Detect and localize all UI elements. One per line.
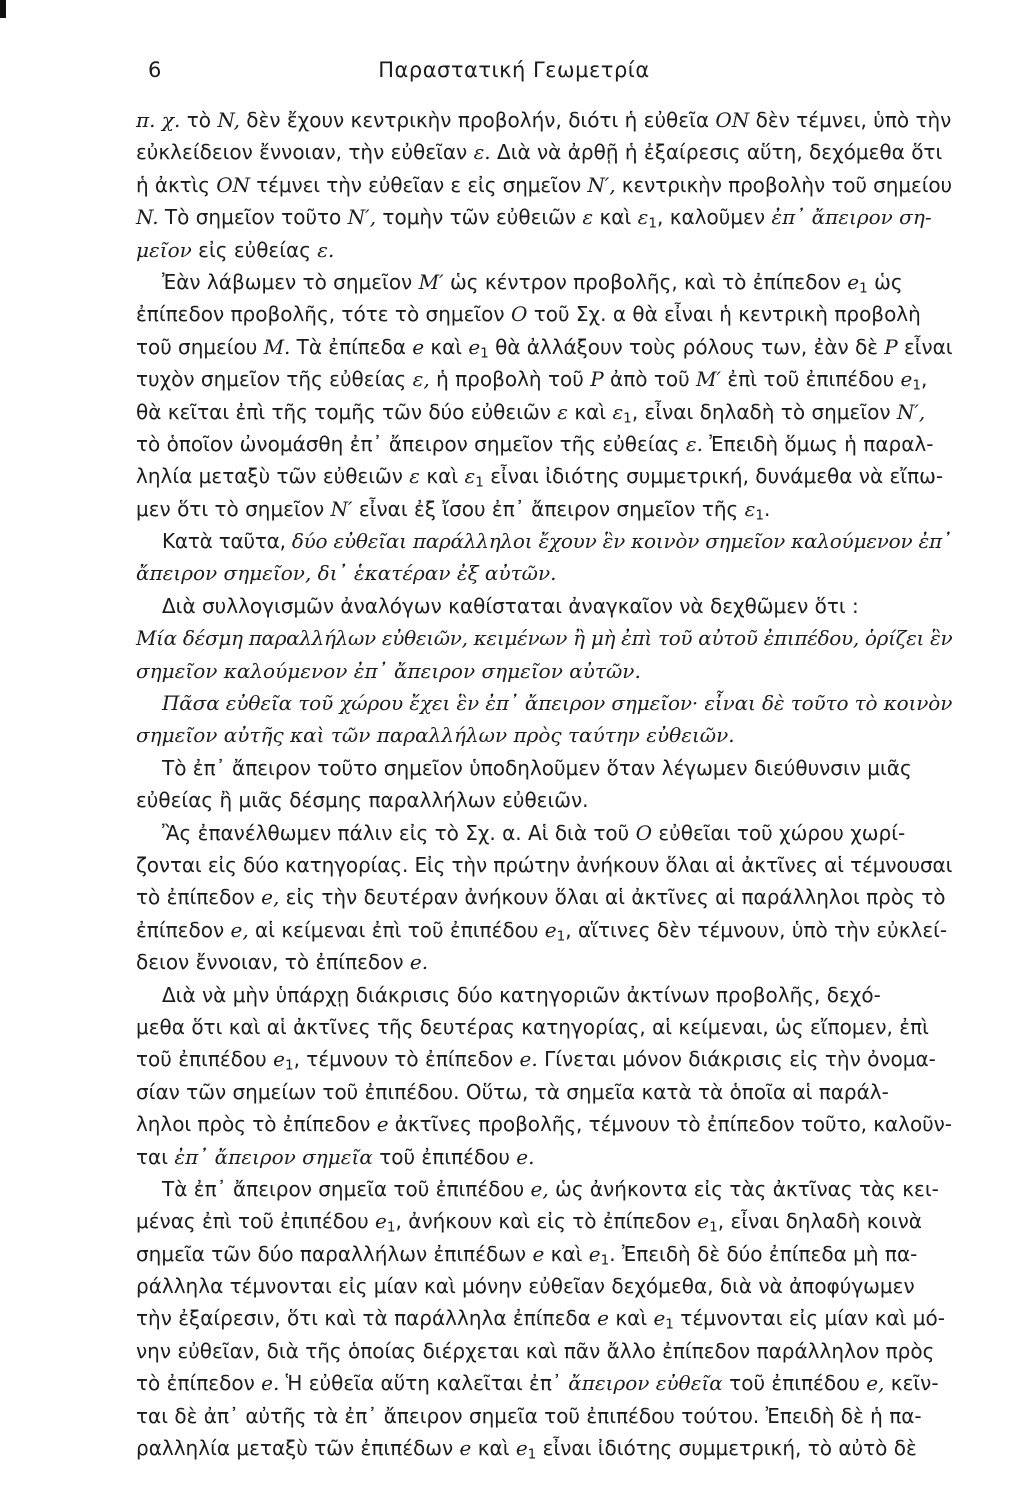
text-line [136, 1141, 952, 1173]
italic-text: N, [217, 108, 240, 132]
text-line [136, 298, 952, 330]
text-run: κεῖν- [884, 1371, 939, 1396]
italic-text: ε [744, 496, 756, 521]
text-line [136, 460, 952, 492]
italic-text: ἐπ᾽ ἄπειρον ση- [771, 205, 932, 230]
text-line [136, 104, 952, 136]
text-run: εἰς εὐθείας [191, 237, 318, 262]
text-line [136, 817, 952, 849]
text-run: καὶ [420, 464, 465, 489]
text-run: , καλοῦμεν [657, 205, 772, 230]
italic-text: ε. [685, 431, 703, 456]
text-run: δὲν ἔχουν κεντρικὴν προβολήν, διότι ἡ εὐθεῖα [239, 108, 716, 132]
text-run: Ἂς ἐπανέλθωμεν πάλιν εἰς τὸ Σχ. α. Αἱ διὰ τοῦ [162, 820, 636, 845]
text-run: σίαν τῶν σημείων τοῦ ἐπιπέδου. Οὕτω, τὰ σημεῖα κατὰ τὰ ὁποῖα αἱ παράλ- [136, 1079, 889, 1104]
italic-text: e [375, 1209, 387, 1234]
italic-text: ON [216, 172, 250, 197]
text-line [136, 1173, 952, 1205]
text-line [136, 331, 952, 363]
italic-text: P [884, 334, 898, 359]
text-run: θὰ ἀλλάξουν τοὺς ρόλους των, ἐὰν δὲ [488, 334, 885, 359]
text-run: εὐθείας ἢ μιᾶς δέσμης παραλλήλων εὐθειῶν. [136, 788, 589, 813]
italic-text: ε [582, 205, 594, 230]
text-run: ληλία μεταξὺ τῶν εὐθειῶν [136, 464, 410, 489]
text-run: ἐπίπεδον προβολῆς, τότε τὸ σημεῖον [136, 302, 511, 327]
running-head: Παραστατική Γεωμετρία [378, 58, 650, 82]
subscript: 1 [755, 507, 765, 524]
text-run: εὐκλείδειον ἔννοιαν, τὴν εὐθεῖαν [136, 140, 474, 165]
text-line [136, 1400, 952, 1432]
text-run: μεθα ὅτι καὶ αἱ ἀκτῖνες τῆς δευτέρας κατηγορίας, αἱ κείμεναι, ὡς εἴπομεν, ἐπὶ [136, 1014, 929, 1039]
text-run: Διὰ νὰ ἀρθῇ ἡ ἐξαίρεσις αὕτη, δεχόμεθα ὅτι [490, 140, 943, 165]
italic-text: ON [715, 108, 750, 132]
text-run: δὲν τέμνει, ὑπὸ τὴν [749, 108, 952, 132]
italic-text: e [847, 269, 860, 294]
text-run: ἐπὶ τοῦ ἐπιπέδου [721, 367, 901, 392]
subscript: 1 [648, 215, 657, 232]
text-line [136, 1367, 952, 1399]
text-run: τὸ ὁποῖον ὠνομάσθη ἐπ᾽ ἄπειρον σημεῖον τῆς εὐθείας [136, 431, 686, 456]
italic-text: ε [464, 464, 476, 489]
text-run: , ἀνήκουν καὶ εἰς τὸ ἐπίπεδον [395, 1209, 698, 1234]
text-run: Ἐπειδὴ ὅμως ἡ παραλ- [702, 431, 934, 456]
text-run: . [764, 496, 771, 521]
italic-text: O [510, 302, 528, 327]
italic-text: e [532, 1241, 545, 1266]
text-run: αἱ κείμεναι ἐπὶ τοῦ ἐπιπέδου [248, 917, 545, 942]
italic-text: e [459, 1436, 472, 1461]
subscript: 1 [386, 1219, 396, 1236]
italic-text: ε [637, 205, 649, 230]
text-line [136, 1270, 952, 1302]
italic-text: N′, [896, 399, 926, 424]
italic-text: O [635, 820, 652, 845]
text-run: καὶ [593, 205, 638, 230]
text-run: εἶναι ἰδιότης συμμετρική, τὸ αὐτὸ δὲ [536, 1436, 917, 1461]
italic-text: σημεῖον καλούμενον ἐπ᾽ ἄπειρον σημεῖον αὐτῶν. [136, 658, 641, 683]
italic-text: e [697, 1209, 710, 1234]
text-run: εἶναι [897, 334, 953, 359]
text-run: καὶ [544, 1241, 589, 1266]
subscript: 1 [284, 1057, 294, 1074]
text-line [136, 784, 952, 816]
italic-text: P [590, 367, 604, 392]
text-run: ὡς [867, 269, 903, 294]
text-run: κεντρικὴν προβολὴν τοῦ σημείου [615, 172, 953, 197]
subscript: 1 [556, 928, 566, 945]
italic-text: ἄπειρον σημεῖον, δι᾽ ἑκατέραν ἐξ αὐτῶν. [136, 561, 557, 586]
text-run: καὶ [471, 1436, 516, 1461]
text-line [136, 849, 952, 881]
italic-text: ε. [317, 237, 335, 262]
italic-text: e, [530, 1176, 549, 1201]
text-line [136, 136, 952, 168]
text-run: , [921, 367, 928, 392]
text-line [136, 1238, 952, 1270]
text-line [136, 719, 952, 751]
subscript: 1 [480, 345, 489, 362]
text-run: ἀπὸ τοῦ [603, 367, 697, 392]
text-run: , τέμνουν τὸ ἐπίπεδον [293, 1047, 520, 1072]
text-line [136, 1076, 952, 1108]
text-line [136, 1335, 952, 1367]
text-run: εἰς τὴν δευτέραν ἀνήκουν ὅλαι αἱ ἀκτῖνες αἱ παράλληλοι πρὸς τὸ [279, 885, 946, 910]
text-run: ληλοι πρὸς τὸ ἐπίπεδον [136, 1112, 377, 1137]
italic-text: ε [612, 399, 624, 424]
text-run: μένας ἐπὶ τοῦ ἐπιπέδου [136, 1209, 376, 1234]
text-line [136, 169, 952, 201]
text-run: τοῦ Σχ. α θὰ εἶναι ἡ κεντρικὴ προβολὴ [527, 302, 921, 327]
text-run: Τὰ ἐπίπεδα [290, 334, 413, 359]
text-run: τὸ [180, 108, 218, 132]
text-run: καὶ [567, 399, 613, 424]
italic-text: π. χ. [136, 108, 181, 132]
text-run: τοῦ ἐπιπέδου [722, 1371, 867, 1396]
italic-text: σημεῖον αὐτῆς καὶ τῶν παραλλήλων πρὸς ταύτην εὐθειῶν. [136, 723, 735, 748]
subscript: 1 [709, 1219, 718, 1236]
italic-text: Μία δέσμη παραλλήλων εὐθειῶν, κειμένων ἢ μὴ ἐπὶ τοῦ αὐτοῦ ἐπιπέδου, ὁρίζει ἓν [136, 626, 953, 651]
italic-text: δύο εὐθεῖαι παράλληλοι ἔχουν ἓν κοινὸν σημεῖον καλούμενον ἐπ᾽ [291, 529, 952, 554]
italic-text: ε. [473, 140, 491, 165]
text-line [136, 363, 952, 395]
subscript: 1 [475, 474, 484, 491]
italic-text: N′ [330, 496, 353, 521]
scan-edge-mark [0, 0, 6, 18]
text-run: Γίνεται μόνον διάκρισις εἰς τὴν ὀνομα- [537, 1047, 936, 1072]
text-run: Ἐὰν λάβωμεν τὸ σημεῖον [162, 269, 419, 294]
text-line [136, 1302, 952, 1334]
italic-text: e. [409, 950, 429, 975]
italic-text: e [412, 334, 425, 359]
text-run: ὡς ἀνήκοντα εἰς τὰς ἀκτῖνας τὰς κει- [548, 1176, 939, 1201]
text-line [136, 525, 952, 557]
subscript: 1 [600, 1252, 610, 1269]
italic-text: e [515, 1436, 528, 1461]
italic-text: N′, [347, 205, 377, 230]
italic-text: e [376, 1112, 389, 1137]
text-run: καὶ [424, 334, 469, 359]
text-run: . Ἐπειδὴ δὲ δύο ἐπίπεδα μὴ πα- [609, 1241, 918, 1266]
italic-text: M. [263, 334, 291, 359]
text-run: ράλληλα τέμνονται εἰς μίαν καὶ μόνην εὐθεῖαν δεχόμεθα, διὰ νὰ ἀποφύγωμεν [136, 1274, 915, 1299]
text-run: Τὸ ἐπ᾽ ἄπειρον τοῦτο σημεῖον ὑποδηλοῦμεν ὅταν λέγωμεν διεύθυνσιν μιᾶς [162, 755, 912, 780]
italic-text: ἐπ᾽ ἄπειρον σημεῖα [174, 1144, 373, 1169]
italic-text: μεῖον [136, 237, 192, 262]
text-run: Κατὰ ταῦτα, [162, 529, 292, 554]
text-run: ὡς κέντρον προβολῆς, καὶ τὸ ἐπίπεδον [443, 269, 848, 294]
text-run: τυχὸν σημεῖον τῆς εὐθείας [136, 367, 413, 392]
text-run: ζονται εἰς δύο κατηγορίας. Εἰς τὴν πρώτην ἀνήκουν ὅλαι αἱ ἀκτῖνες αἱ τέμνουσαι [136, 852, 953, 877]
text-line [136, 234, 952, 266]
text-line [136, 979, 952, 1011]
text-run: ἡ προβολὴ τοῦ [429, 367, 591, 392]
text-run: εἶναι ἐξ ἴσου ἐπ᾽ ἄπειρον σημεῖον τῆς [352, 496, 745, 521]
text-line [136, 428, 952, 460]
text-run: Διὰ νὰ μὴν ὑπάρχῃ διάκρισις δύο κατηγοριῶν ἀκτίνων προβολῆς, δεχό- [162, 982, 881, 1007]
text-run: , αἵτινες δὲν τέμνουν, ὑπὸ τὴν εὐκλεί- [565, 917, 948, 942]
text-run: τέμνονται εἰς μίαν καὶ μό- [673, 1306, 945, 1331]
text-line [136, 1205, 952, 1237]
text-run: Τὸ σημεῖον τοῦτο [158, 205, 348, 230]
text-line [136, 1043, 952, 1075]
italic-text: e, [261, 885, 280, 910]
italic-text: e, [866, 1371, 885, 1396]
text-run: εἶναι ἰδιότης συμμετρική, δυνάμεθα νὰ εἴπω- [483, 464, 944, 489]
text-run: τέμνει τὴν εὐθεῖαν ε εἰς σημεῖον [249, 172, 588, 197]
text-body [136, 104, 952, 1464]
italic-text: e. [519, 1047, 538, 1072]
text-run: τὸ ἐπίπεδον [136, 885, 262, 910]
text-run: Ἡ εὐθεῖα αὕτη καλεῖται ἐπ᾽ [279, 1371, 569, 1396]
text-run: , εἶναι δηλαδὴ τὸ σημεῖον [631, 399, 897, 424]
text-line [136, 914, 952, 946]
text-run: Τὰ ἐπ᾽ ἄπειρον σημεῖα τοῦ ἐπιπέδου [162, 1176, 531, 1201]
text-run: τὸ ἐπίπεδον [136, 1371, 262, 1396]
italic-text: M′ [696, 367, 722, 392]
text-line [136, 946, 952, 978]
italic-text: e [273, 1047, 285, 1072]
text-line [136, 1011, 952, 1043]
text-run: ται [136, 1144, 175, 1169]
text-run: καὶ [609, 1306, 654, 1331]
italic-text: e [597, 1306, 609, 1331]
italic-text: ε [557, 399, 568, 424]
italic-text: N. [136, 205, 159, 230]
subscript: 1 [527, 1446, 537, 1463]
text-line [136, 201, 952, 233]
italic-text: e. [516, 1144, 535, 1169]
italic-text: e [544, 917, 557, 942]
italic-text: ε [409, 464, 421, 489]
text-run: τομὴν τῶν εὐθειῶν [376, 205, 583, 230]
text-run: δειον ἔννοιαν, τὸ ἐπίπεδον [136, 950, 410, 975]
text-run: νην εὐθεῖαν, διὰ τῆς ὁποίας διέρχεται καὶ πᾶν ἄλλο ἐπίπεδον παράλληλον πρὸς [136, 1338, 935, 1363]
page-number: 6 [148, 58, 162, 82]
text-run: τοῦ ἐπιπέδου [136, 1047, 274, 1072]
italic-text: e [468, 334, 481, 359]
italic-text: N′, [587, 172, 616, 197]
text-run: θὰ κεῖται ἐπὶ τῆς τομῆς τῶν δύο εὐθειῶν [136, 399, 558, 424]
text-run: τοῦ ἐπιπέδου [372, 1144, 517, 1169]
text-run: ἡ ἀκτὶς [136, 172, 217, 197]
text-line [136, 622, 952, 654]
text-run: ραλληλία μεταξὺ τῶν ἐπιπέδων [136, 1436, 460, 1461]
text-line [136, 557, 952, 589]
text-run: , εἶναι δηλαδὴ κοινὰ [717, 1209, 922, 1234]
italic-text: e [653, 1306, 666, 1331]
italic-text: Πᾶσα εὐθεῖα τοῦ χώρου ἔχει ἓν ἐπ᾽ ἄπειρον σημεῖον· εἶναι δὲ τοῦτο τὸ κοινὸν [162, 691, 953, 716]
text-run: τοῦ σημείου [136, 334, 264, 359]
text-run: εὐθεῖαι τοῦ χώρου χωρί- [651, 820, 906, 845]
text-line [136, 493, 952, 525]
text-line [136, 881, 952, 913]
text-line [136, 687, 952, 719]
text-line [136, 752, 952, 784]
text-run: ἐπίπεδον [136, 917, 231, 942]
text-run: μεν ὅτι τὸ σημεῖον [136, 496, 331, 521]
subscript: 1 [859, 280, 868, 297]
subscript: 1 [912, 377, 921, 394]
italic-text: ἄπειρον εὐθεῖα [568, 1371, 723, 1396]
text-run: ται δὲ ἀπ᾽ αὐτῆς τὰ ἐπ᾽ ἄπειρον σημεῖα τοῦ ἐπιπέδου τούτου. Ἐπειδὴ δὲ ἡ πα- [136, 1403, 922, 1428]
text-run: ἀκτῖνες προβολῆς, τέμνουν τὸ ἐπίπεδον τοῦτο, καλοῦν- [388, 1112, 952, 1137]
italic-text: e [900, 367, 913, 392]
text-run: σημεῖα τῶν δύο παραλλήλων ἐπιπέδων [136, 1241, 533, 1266]
text-run: τὴν ἐξαίρεσιν, ὅτι καὶ τὰ παράλληλα ἐπίπεδα [136, 1306, 598, 1331]
text-line [136, 590, 952, 622]
text-line [136, 266, 952, 298]
subscript: 1 [665, 1316, 674, 1333]
italic-text: M′ [418, 269, 444, 294]
text-run: Διὰ συλλογισμῶν ἀναλόγων καθίσταται ἀναγκαῖον νὰ δεχθῶμεν ὅτι : [162, 593, 859, 618]
text-line [136, 1108, 952, 1140]
text-line [136, 655, 952, 687]
italic-text: ε, [412, 367, 430, 392]
subscript: 1 [623, 409, 632, 426]
text-line [136, 396, 952, 428]
italic-text: e. [261, 1371, 280, 1396]
italic-text: e, [230, 917, 249, 942]
text-line [136, 1432, 952, 1464]
italic-text: e [588, 1241, 601, 1266]
